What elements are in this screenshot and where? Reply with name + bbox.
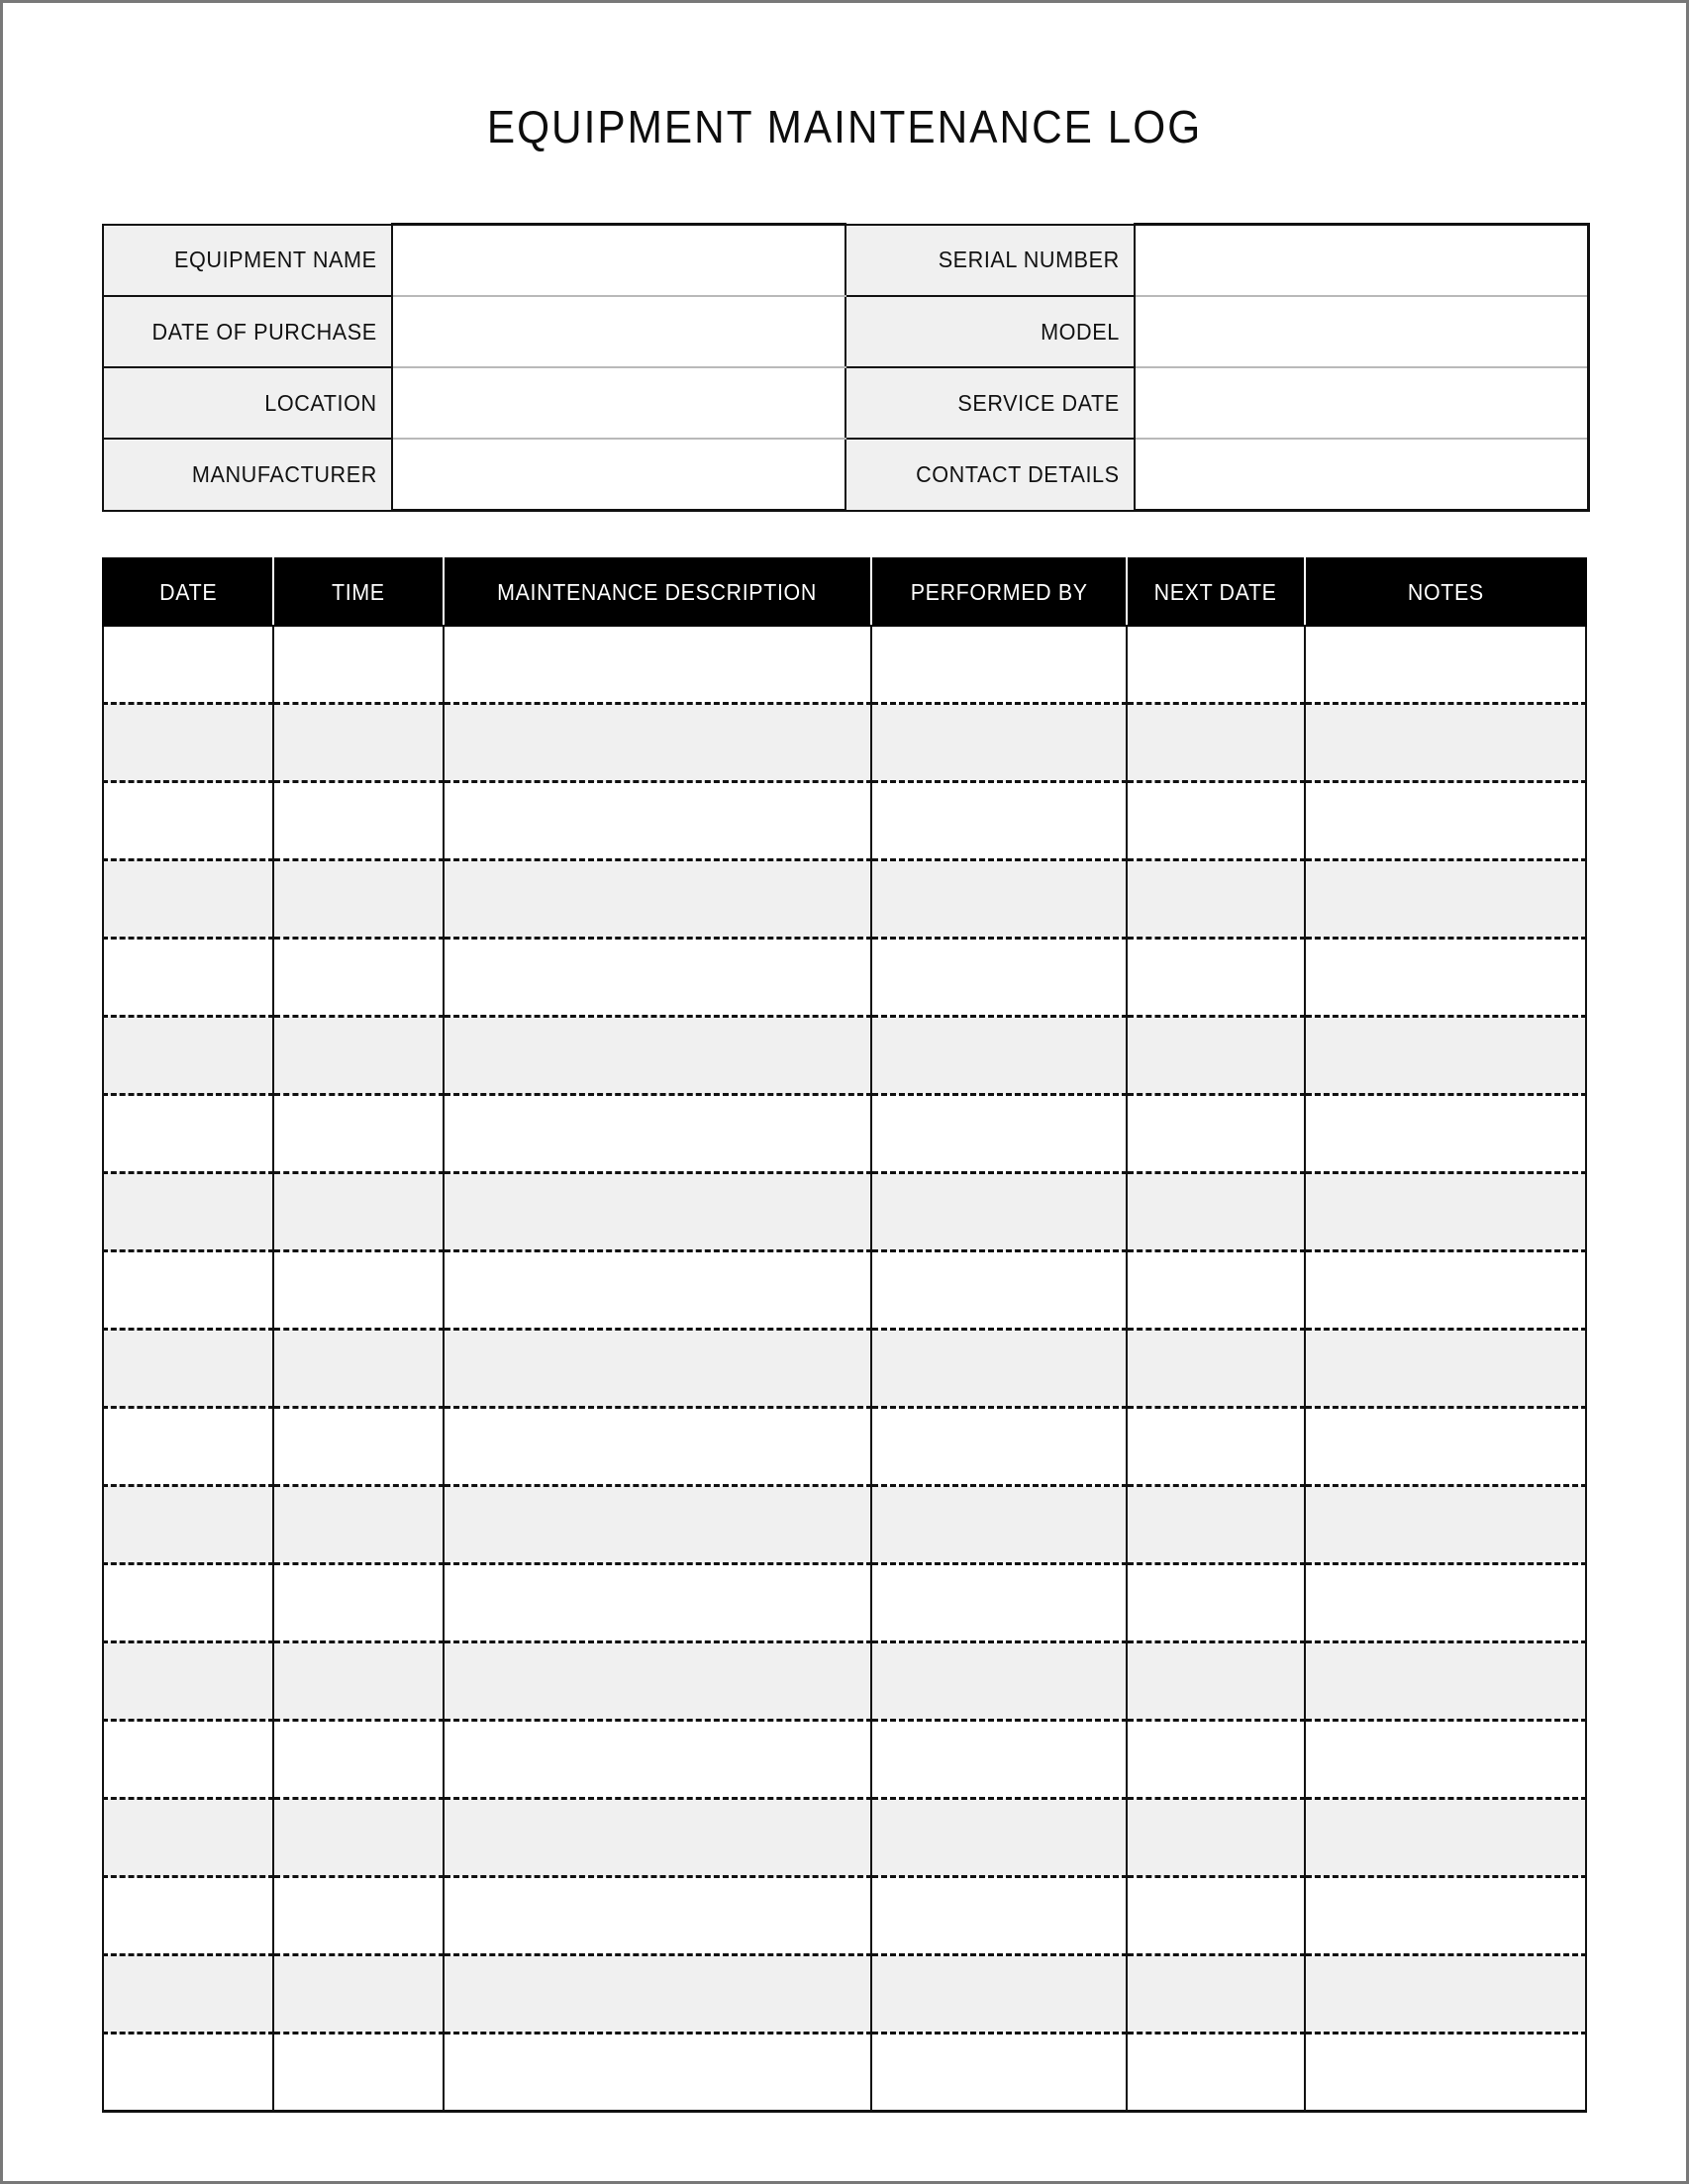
log-cell-performed-by[interactable] bbox=[871, 1642, 1127, 1721]
info-label-date-of-purchase bbox=[103, 296, 392, 367]
log-cell-time[interactable] bbox=[273, 626, 444, 704]
log-cell-notes[interactable] bbox=[1305, 1564, 1586, 1642]
log-cell-performed-by[interactable] bbox=[871, 1564, 1127, 1642]
log-cell-notes[interactable] bbox=[1305, 1877, 1586, 1955]
column-header-text: MAINTENANCE DESCRIPTION bbox=[497, 578, 818, 605]
log-cell-next-date[interactable] bbox=[1127, 1486, 1305, 1564]
log-cell-next-date[interactable] bbox=[1127, 1251, 1305, 1330]
log-cell-time[interactable] bbox=[273, 782, 444, 860]
log-cell-date[interactable] bbox=[103, 1564, 273, 1642]
info-label-text: EQUIPMENT NAME bbox=[174, 247, 377, 273]
log-cell-description[interactable] bbox=[444, 1173, 871, 1251]
info-label-text: SERVICE DATE bbox=[957, 389, 1120, 416]
log-cell-time[interactable] bbox=[273, 1408, 444, 1486]
column-header-text: NEXT DATE bbox=[1154, 578, 1277, 605]
log-cell-time[interactable] bbox=[273, 1721, 444, 1799]
log-cell-performed-by[interactable] bbox=[871, 1955, 1127, 2034]
column-header-text: PERFORMED BY bbox=[910, 578, 1088, 605]
column-header-notes bbox=[1305, 558, 1586, 626]
table-row bbox=[103, 1877, 1586, 1955]
log-cell-description[interactable] bbox=[444, 939, 871, 1017]
maintenance-log-header bbox=[103, 558, 1586, 626]
log-cell-date[interactable] bbox=[103, 1408, 273, 1486]
info-row bbox=[103, 296, 1588, 367]
log-cell-next-date[interactable] bbox=[1127, 860, 1305, 939]
log-cell-notes[interactable] bbox=[1305, 1330, 1586, 1408]
log-cell-performed-by[interactable] bbox=[871, 1251, 1127, 1330]
table-row bbox=[103, 1955, 1586, 2034]
log-cell-time[interactable] bbox=[273, 1955, 444, 2034]
log-cell-notes[interactable] bbox=[1305, 1799, 1586, 1877]
info-field-location[interactable] bbox=[392, 367, 845, 439]
log-cell-date[interactable] bbox=[103, 1486, 273, 1564]
page-content bbox=[3, 3, 1686, 2181]
info-label-text: MODEL bbox=[1041, 318, 1120, 345]
log-cell-performed-by[interactable] bbox=[871, 1877, 1127, 1955]
log-cell-notes[interactable] bbox=[1305, 2034, 1586, 2112]
info-label-serial-number bbox=[845, 225, 1135, 297]
log-cell-notes[interactable] bbox=[1305, 1642, 1586, 1721]
page-title: EQUIPMENT MAINTENANCE LOG bbox=[486, 101, 1203, 152]
table-row bbox=[103, 704, 1586, 782]
log-cell-notes[interactable] bbox=[1305, 782, 1586, 860]
log-cell-notes[interactable] bbox=[1305, 704, 1586, 782]
table-row bbox=[103, 2034, 1586, 2112]
log-cell-notes[interactable] bbox=[1305, 860, 1586, 939]
log-cell-performed-by[interactable] bbox=[871, 1486, 1127, 1564]
log-cell-next-date[interactable] bbox=[1127, 1642, 1305, 1721]
log-cell-description[interactable] bbox=[444, 1486, 871, 1564]
info-label-text: DATE OF PURCHASE bbox=[151, 318, 377, 345]
log-cell-performed-by[interactable] bbox=[871, 1408, 1127, 1486]
log-cell-date[interactable] bbox=[103, 1877, 273, 1955]
table-row bbox=[103, 1564, 1586, 1642]
log-cell-date[interactable] bbox=[103, 1095, 273, 1173]
info-field-contact-details[interactable] bbox=[1135, 439, 1588, 511]
log-cell-description[interactable] bbox=[444, 704, 871, 782]
log-cell-notes[interactable] bbox=[1305, 1173, 1586, 1251]
log-cell-next-date[interactable] bbox=[1127, 1955, 1305, 2034]
table-row bbox=[103, 1095, 1586, 1173]
info-label-text: MANUFACTURER bbox=[192, 460, 377, 487]
log-cell-next-date[interactable] bbox=[1127, 1877, 1305, 1955]
info-label-model bbox=[845, 296, 1135, 367]
log-cell-next-date[interactable] bbox=[1127, 1330, 1305, 1408]
log-cell-time[interactable] bbox=[273, 1799, 444, 1877]
log-cell-description[interactable] bbox=[444, 1564, 871, 1642]
log-cell-performed-by[interactable] bbox=[871, 1095, 1127, 1173]
log-cell-performed-by[interactable] bbox=[871, 860, 1127, 939]
log-cell-date[interactable] bbox=[103, 1173, 273, 1251]
log-cell-notes[interactable] bbox=[1305, 1095, 1586, 1173]
log-cell-description[interactable] bbox=[444, 1095, 871, 1173]
log-cell-next-date[interactable] bbox=[1127, 939, 1305, 1017]
log-cell-next-date[interactable] bbox=[1127, 1095, 1305, 1173]
log-cell-date[interactable] bbox=[103, 626, 273, 704]
log-cell-performed-by[interactable] bbox=[871, 626, 1127, 704]
table-row bbox=[103, 939, 1586, 1017]
log-cell-time[interactable] bbox=[273, 1173, 444, 1251]
log-cell-performed-by[interactable] bbox=[871, 1017, 1127, 1095]
info-row bbox=[103, 225, 1588, 297]
log-cell-date[interactable] bbox=[103, 1955, 273, 2034]
log-cell-next-date[interactable] bbox=[1127, 1721, 1305, 1799]
info-label-text: CONTACT DETAILS bbox=[916, 460, 1120, 487]
table-row bbox=[103, 1642, 1586, 1721]
column-header-time bbox=[273, 558, 444, 626]
info-label-text: LOCATION bbox=[264, 389, 377, 416]
log-cell-description[interactable] bbox=[444, 782, 871, 860]
info-label-text: SERIAL NUMBER bbox=[938, 247, 1120, 273]
table-row bbox=[103, 1486, 1586, 1564]
log-cell-description[interactable] bbox=[444, 860, 871, 939]
log-cell-next-date[interactable] bbox=[1127, 1799, 1305, 1877]
log-cell-performed-by[interactable] bbox=[871, 1330, 1127, 1408]
log-cell-time[interactable] bbox=[273, 704, 444, 782]
table-row bbox=[103, 1799, 1586, 1877]
log-cell-description[interactable] bbox=[444, 1721, 871, 1799]
log-cell-notes[interactable] bbox=[1305, 939, 1586, 1017]
table-row bbox=[103, 1017, 1586, 1095]
column-header-text: DATE bbox=[158, 578, 218, 605]
log-cell-performed-by[interactable] bbox=[871, 939, 1127, 1017]
log-cell-notes[interactable] bbox=[1305, 1251, 1586, 1330]
column-header-maintenance-description bbox=[444, 558, 871, 626]
log-cell-date[interactable] bbox=[103, 1799, 273, 1877]
table-row bbox=[103, 782, 1586, 860]
log-cell-next-date[interactable] bbox=[1127, 1408, 1305, 1486]
log-cell-notes[interactable] bbox=[1305, 1955, 1586, 2034]
log-cell-date[interactable] bbox=[103, 2034, 273, 2112]
log-cell-next-date[interactable] bbox=[1127, 704, 1305, 782]
info-row bbox=[103, 367, 1588, 439]
info-label-service-date bbox=[845, 367, 1135, 439]
table-row bbox=[103, 1330, 1586, 1408]
log-cell-next-date[interactable] bbox=[1127, 626, 1305, 704]
info-field-date-of-purchase[interactable] bbox=[392, 296, 845, 367]
table-row bbox=[103, 1408, 1586, 1486]
log-cell-performed-by[interactable] bbox=[871, 1173, 1127, 1251]
log-cell-notes[interactable] bbox=[1305, 1017, 1586, 1095]
log-cell-time[interactable] bbox=[273, 2034, 444, 2112]
log-cell-performed-by[interactable] bbox=[871, 1721, 1127, 1799]
log-cell-date[interactable] bbox=[103, 704, 273, 782]
log-cell-date[interactable] bbox=[103, 1721, 273, 1799]
log-cell-notes[interactable] bbox=[1305, 626, 1586, 704]
log-cell-date[interactable] bbox=[103, 1017, 273, 1095]
log-cell-performed-by[interactable] bbox=[871, 782, 1127, 860]
info-field-equipment-name[interactable] bbox=[392, 225, 845, 297]
column-header-performed-by bbox=[871, 558, 1127, 626]
log-cell-description[interactable] bbox=[444, 626, 871, 704]
log-cell-description[interactable] bbox=[444, 1017, 871, 1095]
log-cell-next-date[interactable] bbox=[1127, 1017, 1305, 1095]
log-cell-time[interactable] bbox=[273, 1017, 444, 1095]
log-cell-description[interactable] bbox=[444, 1408, 871, 1486]
log-cell-date[interactable] bbox=[103, 782, 273, 860]
log-cell-description[interactable] bbox=[444, 1799, 871, 1877]
info-field-serial-number[interactable] bbox=[1135, 225, 1588, 297]
log-cell-date[interactable] bbox=[103, 1251, 273, 1330]
maintenance-log-body bbox=[103, 626, 1586, 2112]
log-cell-time[interactable] bbox=[273, 1877, 444, 1955]
log-cell-description[interactable] bbox=[444, 1955, 871, 2034]
info-label-manufacturer bbox=[103, 439, 392, 511]
log-cell-notes[interactable] bbox=[1305, 1408, 1586, 1486]
log-cell-notes[interactable] bbox=[1305, 1721, 1586, 1799]
info-label-equipment-name bbox=[103, 225, 392, 297]
log-cell-next-date[interactable] bbox=[1127, 782, 1305, 860]
header-row bbox=[103, 558, 1586, 626]
log-cell-time[interactable] bbox=[273, 1564, 444, 1642]
table-row bbox=[103, 1173, 1586, 1251]
table-row bbox=[103, 1721, 1586, 1799]
info-label-contact-details bbox=[845, 439, 1135, 511]
log-cell-next-date[interactable] bbox=[1127, 1564, 1305, 1642]
log-cell-date[interactable] bbox=[103, 1330, 273, 1408]
info-field-manufacturer[interactable] bbox=[392, 439, 845, 511]
info-row bbox=[103, 439, 1588, 511]
equipment-info-body bbox=[103, 225, 1588, 511]
log-cell-date[interactable] bbox=[103, 939, 273, 1017]
info-label-location bbox=[103, 367, 392, 439]
log-cell-next-date[interactable] bbox=[1127, 1173, 1305, 1251]
log-cell-description[interactable] bbox=[444, 1251, 871, 1330]
maintenance-log-table bbox=[102, 557, 1587, 2113]
log-cell-description[interactable] bbox=[444, 1330, 871, 1408]
column-header-text: NOTES bbox=[1407, 578, 1484, 605]
log-cell-time[interactable] bbox=[273, 860, 444, 939]
log-cell-performed-by[interactable] bbox=[871, 2034, 1127, 2112]
table-row bbox=[103, 860, 1586, 939]
table-row bbox=[103, 1251, 1586, 1330]
log-cell-description[interactable] bbox=[444, 1877, 871, 1955]
equipment-info-table bbox=[102, 223, 1590, 512]
log-cell-next-date[interactable] bbox=[1127, 2034, 1305, 2112]
log-cell-notes[interactable] bbox=[1305, 1486, 1586, 1564]
log-cell-time[interactable] bbox=[273, 939, 444, 1017]
log-cell-date[interactable] bbox=[103, 860, 273, 939]
column-header-next-date bbox=[1127, 558, 1305, 626]
column-header-date bbox=[103, 558, 273, 626]
log-cell-performed-by[interactable] bbox=[871, 704, 1127, 782]
log-cell-time[interactable] bbox=[273, 1486, 444, 1564]
info-field-service-date[interactable] bbox=[1135, 367, 1588, 439]
log-cell-performed-by[interactable] bbox=[871, 1799, 1127, 1877]
log-cell-description[interactable] bbox=[444, 1642, 871, 1721]
log-cell-description[interactable] bbox=[444, 2034, 871, 2112]
table-row bbox=[103, 626, 1586, 704]
log-cell-time[interactable] bbox=[273, 1642, 444, 1721]
log-cell-time[interactable] bbox=[273, 1330, 444, 1408]
log-cell-time[interactable] bbox=[273, 1251, 444, 1330]
log-cell-time[interactable] bbox=[273, 1095, 444, 1173]
column-header-text: TIME bbox=[332, 578, 385, 605]
log-cell-date[interactable] bbox=[103, 1642, 273, 1721]
info-field-model[interactable] bbox=[1135, 296, 1588, 367]
